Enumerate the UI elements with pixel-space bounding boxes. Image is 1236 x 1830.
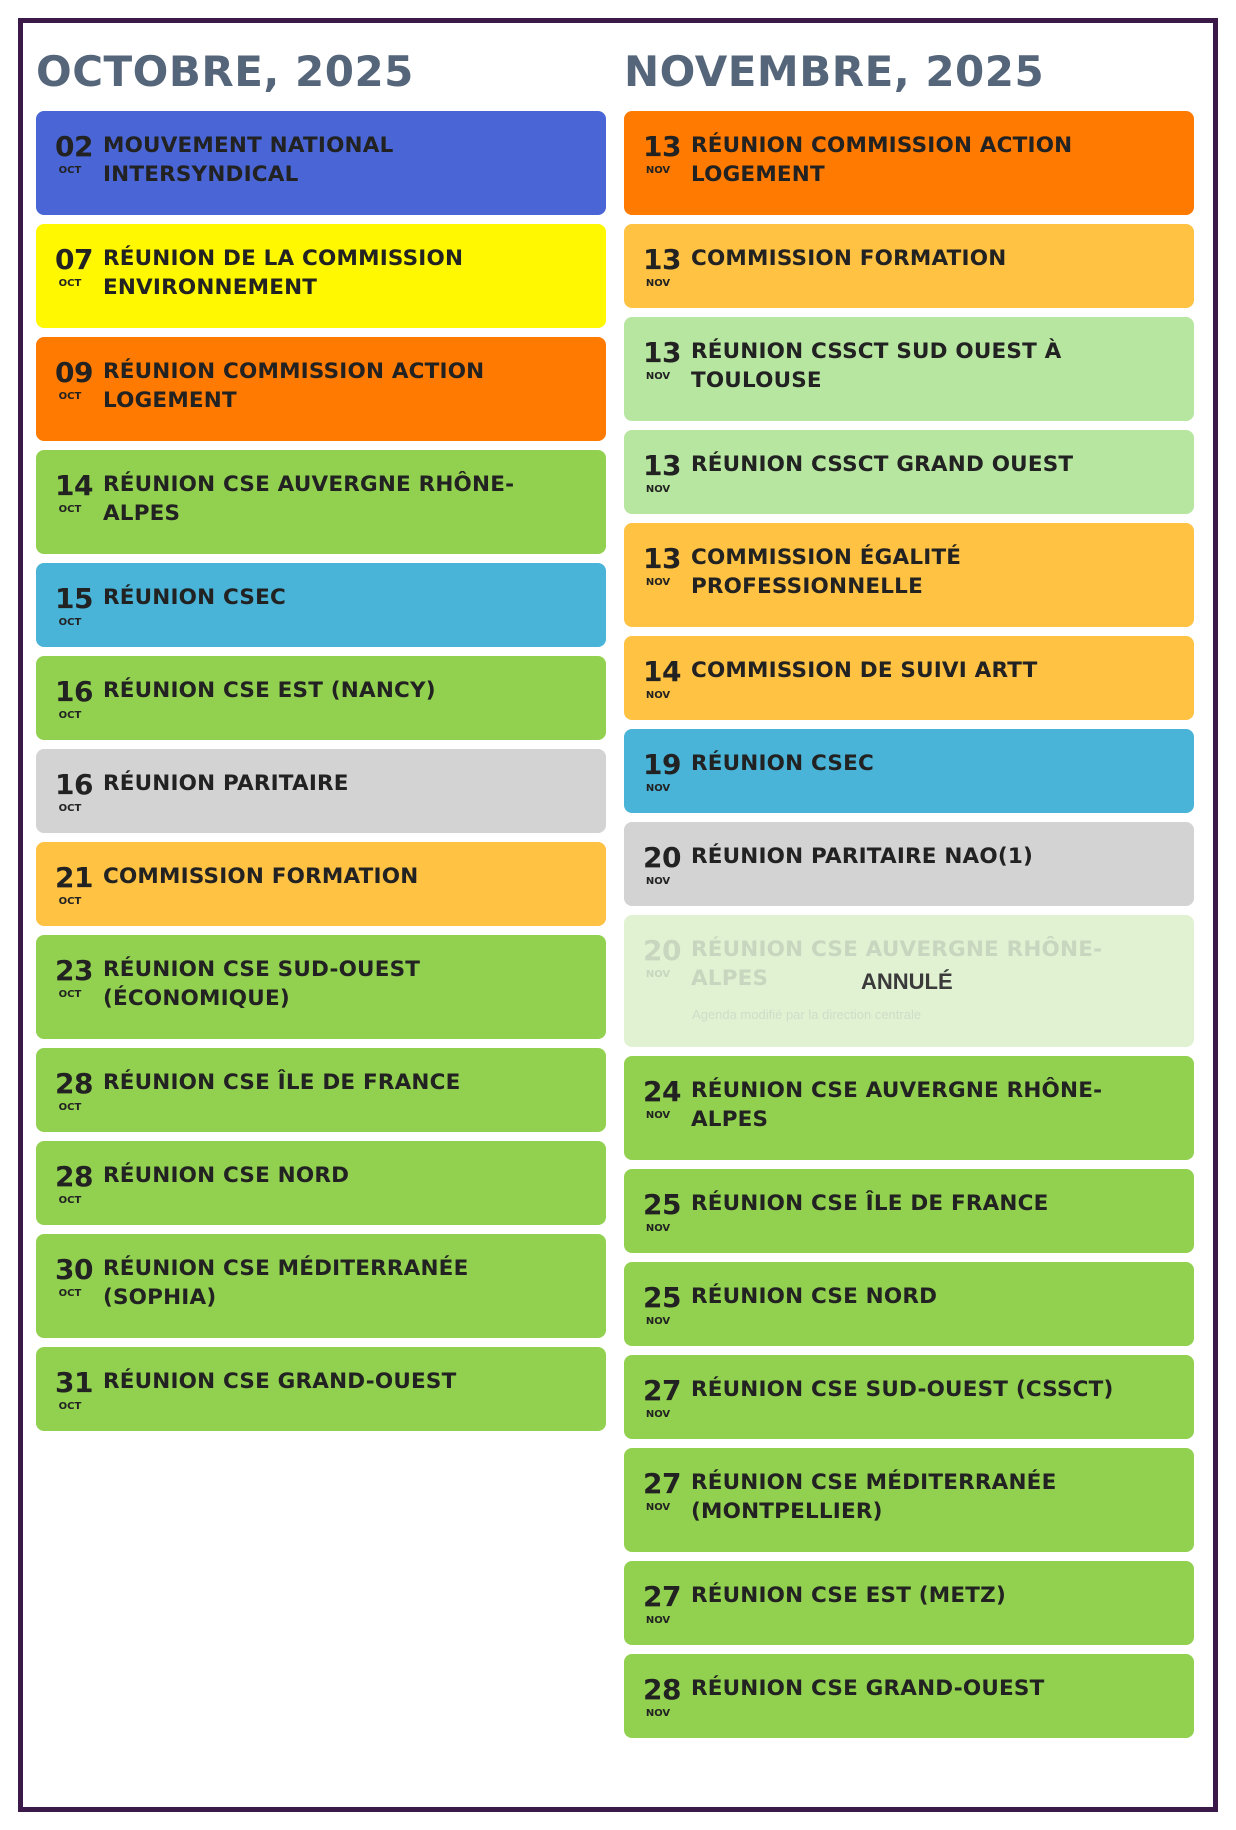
event-card[interactable] (36, 1347, 606, 1431)
event-title: RÉUNION DE LA COMMISSION ENVIRONNEMENT (102, 246, 464, 300)
event-title: RÉUNION COMMISSION ACTION LOGEMENT (102, 359, 485, 413)
event-month: OCT (58, 391, 82, 402)
event-day: 30 (55, 1253, 93, 1286)
calendar-frame (18, 18, 1218, 1812)
event-day: 28 (643, 1673, 681, 1706)
event-month: NOV (645, 371, 671, 382)
event-title: RÉUNION CSE SUD-OUEST (CSSCT) (690, 1377, 1114, 1402)
month-title-october: OCTOBRE, 2025 (36, 47, 414, 96)
event-title: RÉUNION CSE ÎLE DE FRANCE (690, 1191, 1049, 1216)
event-day: 07 (55, 243, 93, 276)
event-title: RÉUNION CSE AUVERGNE RHÔNE-ALPES (690, 1078, 1103, 1132)
event-month: OCT (58, 1195, 82, 1206)
event-month: NOV (645, 969, 671, 980)
event-day: 13 (643, 130, 681, 163)
event-note: Agenda modifié par la direction centrale (692, 1007, 922, 1022)
event-card[interactable] (36, 337, 606, 441)
event-title: RÉUNION CSE AUVERGNE RHÔNE-ALPES (102, 472, 515, 526)
event-month: OCT (58, 710, 82, 721)
event-day: 14 (55, 469, 93, 502)
event-card[interactable] (36, 563, 606, 647)
october-column (36, 45, 606, 1440)
event-day: 16 (55, 768, 93, 801)
event-month: NOV (645, 1223, 671, 1234)
event-day: 13 (643, 336, 681, 369)
event-card[interactable] (36, 224, 606, 328)
november-event-list (624, 111, 1194, 1738)
event-title: COMMISSION DE SUIVI ARTT (690, 658, 1038, 683)
november-column (624, 45, 1194, 1747)
event-day: 28 (55, 1067, 93, 1100)
event-title: RÉUNION PARITAIRE (102, 771, 349, 796)
event-month: OCT (58, 803, 82, 814)
event-day: 14 (643, 655, 681, 688)
event-card[interactable] (624, 317, 1194, 421)
event-title: RÉUNION CSSCT GRAND OUEST (690, 452, 1074, 477)
event-month: OCT (58, 1102, 82, 1113)
event-day: 20 (643, 934, 681, 967)
event-card[interactable] (624, 1355, 1194, 1439)
event-title: RÉUNION CSSCT SUD OUEST À TOULOUSE (690, 339, 1062, 393)
event-month: NOV (645, 278, 671, 289)
event-month: OCT (58, 278, 82, 289)
event-card[interactable] (624, 1169, 1194, 1253)
event-title: RÉUNION CSE GRAND-OUEST (102, 1369, 457, 1394)
event-card[interactable] (624, 1448, 1194, 1552)
month-title-november: NOVEMBRE, 2025 (624, 47, 1045, 96)
event-month: NOV (645, 1615, 671, 1626)
event-month: NOV (645, 690, 671, 701)
event-title: RÉUNION PARITAIRE NAO(1) (690, 844, 1034, 869)
event-title: RÉUNION CSEC (102, 585, 286, 610)
event-card[interactable] (624, 636, 1194, 720)
event-month: NOV (645, 1110, 671, 1121)
event-title: RÉUNION CSEC (690, 751, 874, 776)
event-day: 31 (55, 1366, 93, 1399)
event-month: OCT (58, 1401, 82, 1412)
event-title: RÉUNION CSE ÎLE DE FRANCE (102, 1070, 461, 1095)
event-card[interactable] (36, 935, 606, 1039)
event-day: 27 (643, 1580, 681, 1613)
event-day: 23 (55, 954, 93, 987)
event-day: 21 (55, 861, 93, 894)
event-day: 25 (643, 1281, 681, 1314)
event-card[interactable] (624, 1262, 1194, 1346)
event-day: 25 (643, 1188, 681, 1221)
event-month: NOV (645, 1708, 671, 1719)
event-day: 13 (643, 542, 681, 575)
event-title: COMMISSION ÉGALITÉ PROFESSIONNELLE (690, 545, 962, 599)
event-title: RÉUNION CSE NORD (102, 1163, 350, 1188)
event-month: OCT (58, 504, 82, 515)
event-card[interactable] (624, 111, 1194, 215)
event-day: 27 (643, 1467, 681, 1500)
event-month: NOV (645, 876, 671, 887)
event-day: 02 (55, 130, 93, 163)
event-day: 24 (643, 1075, 681, 1108)
event-title: COMMISSION FORMATION (102, 864, 419, 889)
event-day: 15 (55, 582, 93, 615)
cancelled-badge: ANNULÉ (861, 969, 953, 994)
event-card[interactable] (36, 656, 606, 740)
event-day: 16 (55, 675, 93, 708)
event-title: COMMISSION FORMATION (690, 246, 1007, 271)
event-card[interactable] (36, 1141, 606, 1225)
event-card[interactable] (36, 1048, 606, 1132)
event-card[interactable] (36, 450, 606, 554)
event-month: OCT (58, 1288, 82, 1299)
event-month: OCT (58, 989, 82, 1000)
event-day: 19 (643, 748, 681, 781)
event-day: 13 (643, 243, 681, 276)
event-title: RÉUNION CSE NORD (690, 1284, 938, 1309)
event-title: RÉUNION CSE GRAND-OUEST (690, 1676, 1045, 1701)
event-month: NOV (645, 1316, 671, 1327)
event-day: 13 (643, 449, 681, 482)
event-month: NOV (645, 577, 671, 588)
event-card[interactable] (36, 111, 606, 215)
event-title: RÉUNION CSE EST (METZ) (690, 1583, 1006, 1608)
event-month: NOV (645, 484, 671, 495)
october-event-list (36, 111, 606, 1431)
event-card[interactable] (624, 1561, 1194, 1645)
event-title: RÉUNION COMMISSION ACTION LOGEMENT (690, 133, 1073, 187)
event-card-cancelled[interactable] (624, 915, 1194, 1047)
event-title: MOUVEMENT NATIONAL INTERSYNDICAL (102, 133, 394, 187)
event-title: RÉUNION CSE MÉDITERRANÉE (SOPHIA) (102, 1256, 469, 1310)
event-month: OCT (58, 896, 82, 907)
event-title: RÉUNION CSE EST (NANCY) (102, 678, 436, 703)
event-month: NOV (645, 783, 671, 794)
event-day: 27 (643, 1374, 681, 1407)
event-title: RÉUNION CSE AUVERGNE RHÔNE-ALPES (690, 937, 1103, 991)
event-month: OCT (58, 617, 82, 628)
event-card[interactable] (624, 430, 1194, 514)
event-day: 28 (55, 1160, 93, 1193)
event-card[interactable] (624, 1654, 1194, 1738)
event-month: NOV (645, 1409, 671, 1420)
event-title: RÉUNION CSE SUD-OUEST (ÉCONOMIQUE) (102, 957, 421, 1011)
event-card[interactable] (624, 523, 1194, 627)
event-card[interactable] (624, 729, 1194, 813)
event-title: RÉUNION CSE MÉDITERRANÉE (MONTPELLIER) (690, 1470, 1057, 1524)
event-day: 20 (643, 841, 681, 874)
event-card[interactable] (36, 842, 606, 926)
event-day: 09 (55, 356, 93, 389)
event-card[interactable] (624, 822, 1194, 906)
event-month: NOV (645, 165, 671, 176)
event-card[interactable] (624, 1056, 1194, 1160)
event-card[interactable] (624, 224, 1194, 308)
event-month: OCT (58, 165, 82, 176)
event-card[interactable] (36, 1234, 606, 1338)
event-month: NOV (645, 1502, 671, 1513)
event-card[interactable] (36, 749, 606, 833)
